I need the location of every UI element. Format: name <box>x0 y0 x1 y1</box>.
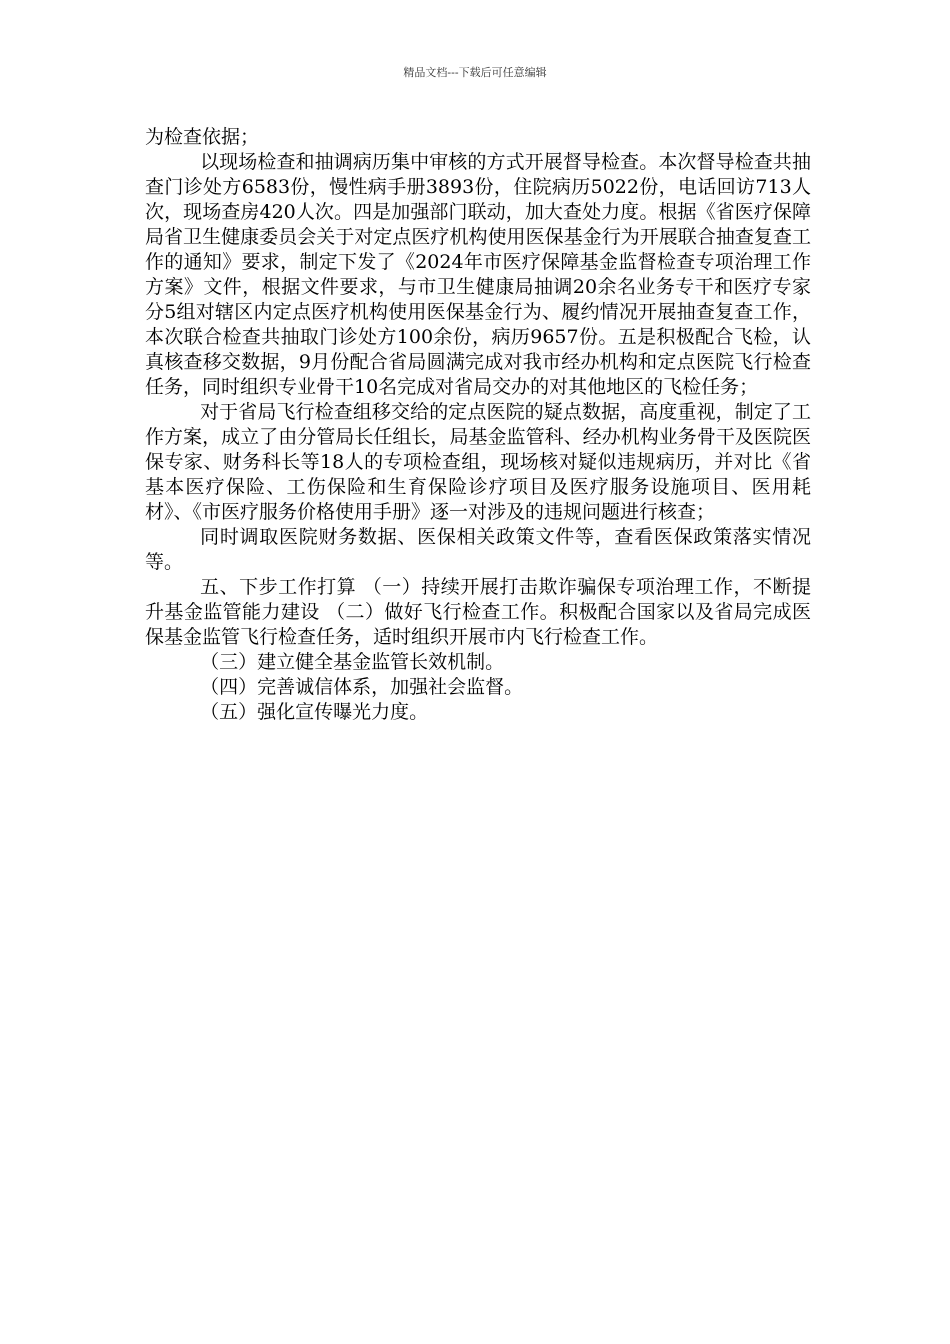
paragraph-finance-data: 同时调取医院财务数据、医保相关政策文件等，查看医保政策落实情况等。 <box>145 526 811 573</box>
paragraph-flight-check: 对于省局飞行检查组移交给的定点医院的疑点数据，高度重视，制定了工作方案，成立了由分管局长任组长，局基金监管科、经办机构业务骨干及医院医保专家、财务科长等18人的专项检查组，现场核对疑似违规病历，并对比《省基本医疗保险、工伤保险和生育保险诊疗项目及医疗服务设施项目、医用耗材》、《市医疗服务价格使用手册》逐一对涉及的违规问题进行核查； <box>145 401 811 523</box>
paragraph-inspection: 以现场检查和抽调病历集中审核的方式开展督导检查。本次督导检查共抽查门诊处方6583份，慢性病手册3893份，住院病历5022份，电话回访713人次，现场查房420人次。四是加强部门联动，加大查处力度。根据《省医疗保障局省卫生健康委员会关于对定点医疗机构使用医保基金行为开展联合抽查复查工作的通知》要求，制定下发了《2024年市医疗保障基金监督检查专项治理工作方案》文件，根据文件要求，与市卫生健康局抽调20余名业务专干和医疗专家分5组对辖区内定点医疗机构使用医保基金行为、履约情况开展抽查复查工作，本次联合检查共抽取门诊处方100余份，病历9657份。五是积极配合飞检，认真核查移交数据，9月份配合省局圆满完成对我市经办机构和定点医院飞行检查任务，同时组织专业骨干10名完成对省局交办的对其他地区的飞检任务； <box>145 151 811 398</box>
list-item-mechanism: （三）建立健全基金监管长效机制。 <box>200 651 505 673</box>
document-body <box>145 125 811 725</box>
paragraph-next-steps: 五、下步工作打算 （一）持续开展打击欺诈骗保专项治理工作，不断提升基金监管能力建设 （二）做好飞行检查工作。积极配合国家以及省局完成医保基金监管飞行检查任务，适时组织开展市内飞行检查工作。 <box>145 576 811 648</box>
page-header: 精品文档---下载后可任意编辑 <box>403 66 547 79</box>
list-item-credit: （四）完善诚信体系，加强社会监督。 <box>200 676 524 698</box>
paragraph-continuation: 为检查依据； <box>145 126 260 148</box>
list-item-publicity: （五）强化宣传曝光力度。 <box>200 701 429 723</box>
